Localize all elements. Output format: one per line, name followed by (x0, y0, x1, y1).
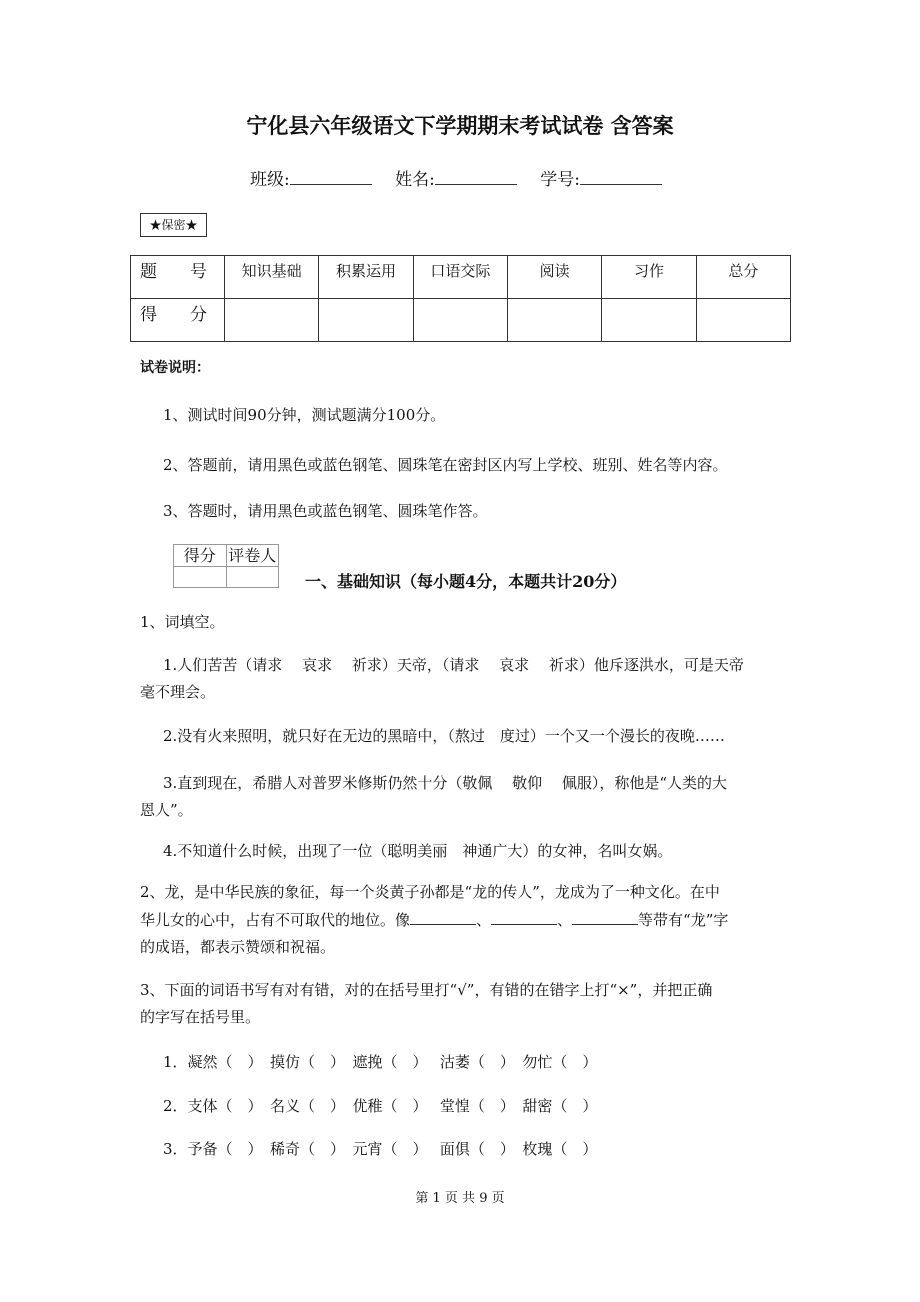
question-line: 2.没有火来照明，就只好在无边的黑暗中，（熬过 度过）一个又一个漫长的夜晚…… (163, 727, 725, 745)
question-1-stem: 1、词填空。 (140, 613, 225, 631)
student-info (250, 170, 680, 190)
score-cell (696, 299, 790, 342)
answer-blank (491, 912, 557, 925)
word-row: 1．凝然（ ） 摸仿（ ） 遮挽（ ） 沽萎（ ） 勿忙（ ） (163, 1053, 598, 1071)
table-header-cell: 积累运用 (319, 256, 413, 299)
confidential-badge: ★保密★ (140, 213, 207, 237)
score-cell (507, 299, 601, 342)
grader-cell (226, 567, 279, 588)
id-blank (580, 170, 662, 185)
question-3-line: 3、下面的词语书写有对有错，对的在括号里打“√”，有错的在错字上打“×”，并把正确 (140, 981, 713, 999)
grader-cell (174, 567, 227, 588)
page-title: 宁化县六年级语文下学期期末考试试卷 含答案 (246, 114, 674, 138)
table-header-cell: 知识基础 (225, 256, 319, 299)
word-row: 2．支体（ ） 名义（ ） 优稚（ ） 堂惶（ ） 甜密（ ） (163, 1097, 598, 1115)
question-line: 4.不知道什么时候，出现了一位（聪明美丽 神通广大）的女神，名叫女娲。 (163, 842, 673, 860)
id-label: 学号: (540, 170, 581, 190)
instruction-item: 3、答题时，请用黑色或蓝色钢笔、圆珠笔作答。 (163, 502, 488, 520)
answer-blank (572, 912, 638, 925)
text: 等带有“龙”字 (638, 911, 729, 929)
question-line: 3.直到现在，希腊人对普罗米修斯仍然十分（敬佩 敬仰 佩服），称他是“人类的大 (163, 774, 728, 792)
table-header-cell: 阅读 (507, 256, 601, 299)
name-blank (435, 170, 517, 185)
name-label: 姓名: (395, 170, 435, 190)
word-row: 3．予备（ ） 稀奇（ ） 元宵（ ） 面俱（ ） 枚瑰（ ） (163, 1140, 598, 1158)
question-line: 毫不理会。 (140, 683, 216, 701)
grader-score-label: 得分 (174, 545, 227, 567)
table-header-cell: 习作 (602, 256, 696, 299)
question-2-line: 的成语，都表示赞颂和祝福。 (140, 938, 336, 956)
question-2-line (140, 911, 728, 929)
grader-label: 评卷人 (226, 545, 279, 567)
score-cell (319, 299, 413, 342)
question-2-line: 2、龙，是中华民族的象征，每一个炎黄子孙都是“龙的传人”，龙成为了一种文化。在中 (140, 883, 720, 901)
grader-table (173, 544, 279, 588)
question-line: 1.人们苦苦（请求 哀求 祈求）天帝，（请求 哀求 祈求）他斥逐洪水，可是天帝 (163, 656, 744, 674)
answer-blank (410, 912, 476, 925)
class-label: 班级: (250, 170, 290, 190)
table-header-cell: 口语交际 (413, 256, 507, 299)
table-row (131, 299, 791, 342)
instruction-item: 1、测试时间90分钟，测试题满分100分。 (163, 406, 446, 424)
score-cell (413, 299, 507, 342)
table-header-cell: 总分 (696, 256, 790, 299)
separator: 、 (476, 911, 492, 929)
score-table (130, 255, 791, 342)
class-blank (290, 170, 372, 185)
text: 华儿女的心中，占有不可取代的地位。像 (140, 911, 411, 929)
table-row (131, 256, 791, 299)
separator: 、 (557, 911, 573, 929)
score-label-cell: 得 分 (131, 299, 225, 342)
section-heading: 一、基础知识（每小题4分，本题共计20分） (305, 572, 627, 591)
question-line: 恩人”。 (140, 801, 193, 819)
instructions-heading: 试卷说明： (140, 360, 210, 376)
question-3-line: 的字写在括号里。 (140, 1008, 261, 1026)
score-cell (602, 299, 696, 342)
score-cell (225, 299, 319, 342)
page-footer: 第 1 页 共 9 页 (415, 1191, 505, 1206)
instruction-item: 2、答题前，请用黑色或蓝色钢笔、圆珠笔在密封区内写上学校、班别、姓名等内容。 (163, 456, 728, 474)
table-header-cell: 题 号 (131, 256, 225, 299)
